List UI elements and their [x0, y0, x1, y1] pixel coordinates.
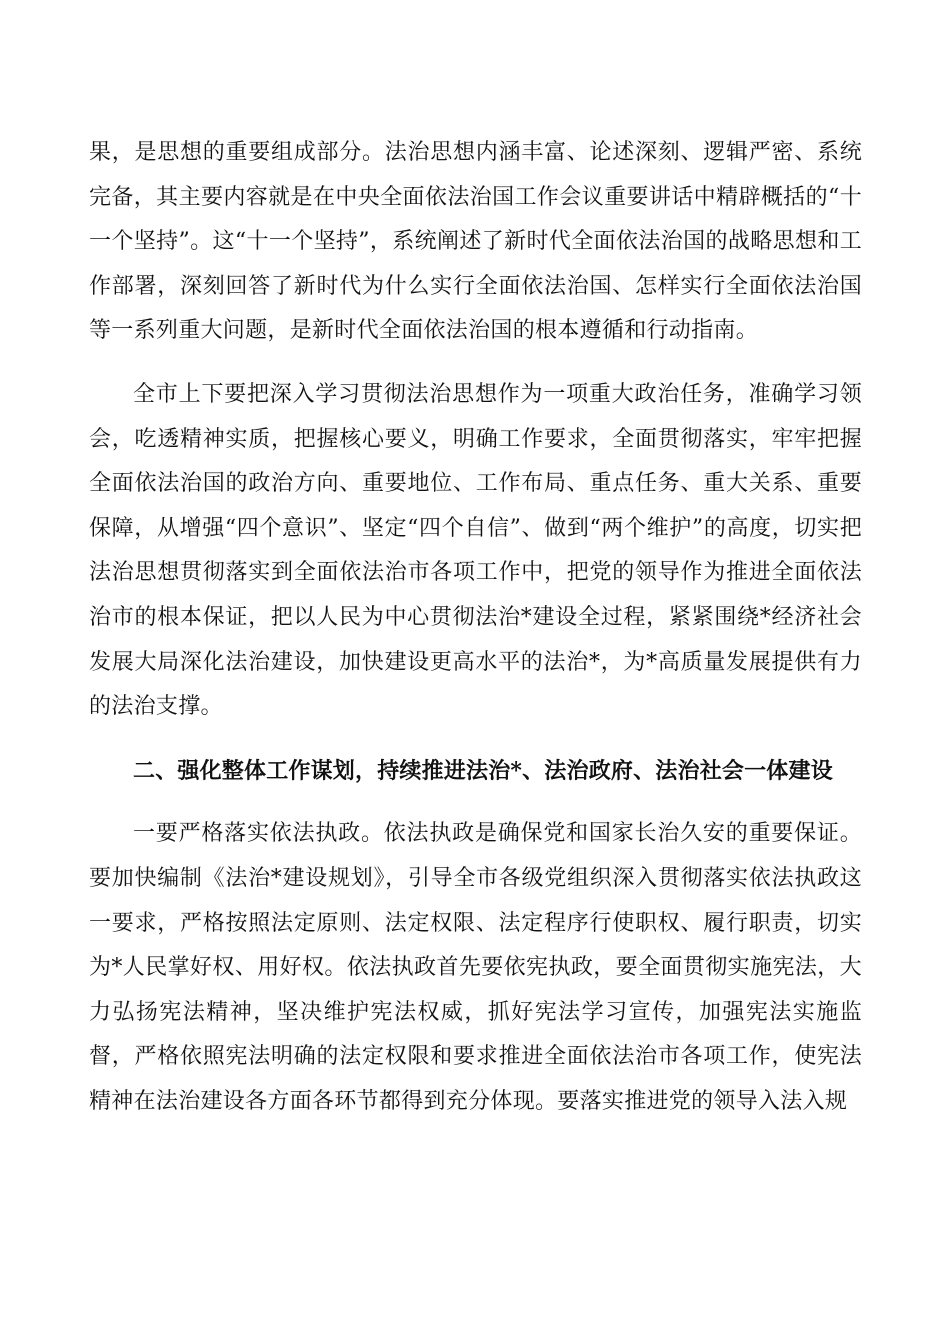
paragraph-3: 一要严格落实依法执政。依法执政是确保党和国家长治久安的重要保证。要加快编制《法治*建设规划》，引导全市各级党组织深入贯彻落实依法执政这一要求，严格按照法定原则、法定权限、法定程序行使职权、履行职责，切实为*人民掌好权、用好权。依法执政首先要依宪执政，要全面贯彻实施宪法，大力弘扬宪法精神，坚决维护宪法权威，抓好宪法学习宣传，加强宪法实施监督，严格依照宪法明确的法定权限和要求推进全面依法治市各项工作，使宪法精神在法治建设各方面各环节都得到充分体现。要落实推进党的领导入法入规 — [89, 821, 862, 1114]
paragraph-1: 果，是思想的重要组成部分。法治思想内涵丰富、论述深刻、逻辑严密、系统完备，其主要内容就是在中央全面依法治国工作会议重要讲话中精辟概括的“十一个坚持”。这“十一个坚持”，系统阐述了新时代全面依法治国的战略思想和工作部署，深刻回答了新时代为什么实行全面依法治国、怎样实行全面依法治国等一系列重大问题，是新时代全面依法治国的根本遵循和行动指南。 — [89, 140, 862, 344]
document-body — [89, 131, 862, 1124]
section-heading: 二、强化整体工作谋划，持续推进法治*、法治政府、法治社会一体建设 — [133, 757, 833, 784]
paragraph-2: 全市上下要把深入学习贯彻法治思想作为一项重大政治任务，准确学习领会，吃透精神实质，把握核心要义，明确工作要求，全面贯彻落实，牢牢把握全面依法治国的政治方向、重要地位、工作布局、重点任务、重大关系、重要保障，从增强“四个意识”、坚定“四个自信”、做到“两个维护”的高度，切实把法治思想贯彻落实到全面依法治市各项工作中，把党的领导作为推进全面依法治市的根本保证，把以人民为中心贯彻法治*建设全过程，紧紧围绕*经济社会发展大局深化法治建设，加快建设更高水平的法治*，为*高质量发展提供有力的法治支撑。 — [89, 381, 862, 720]
